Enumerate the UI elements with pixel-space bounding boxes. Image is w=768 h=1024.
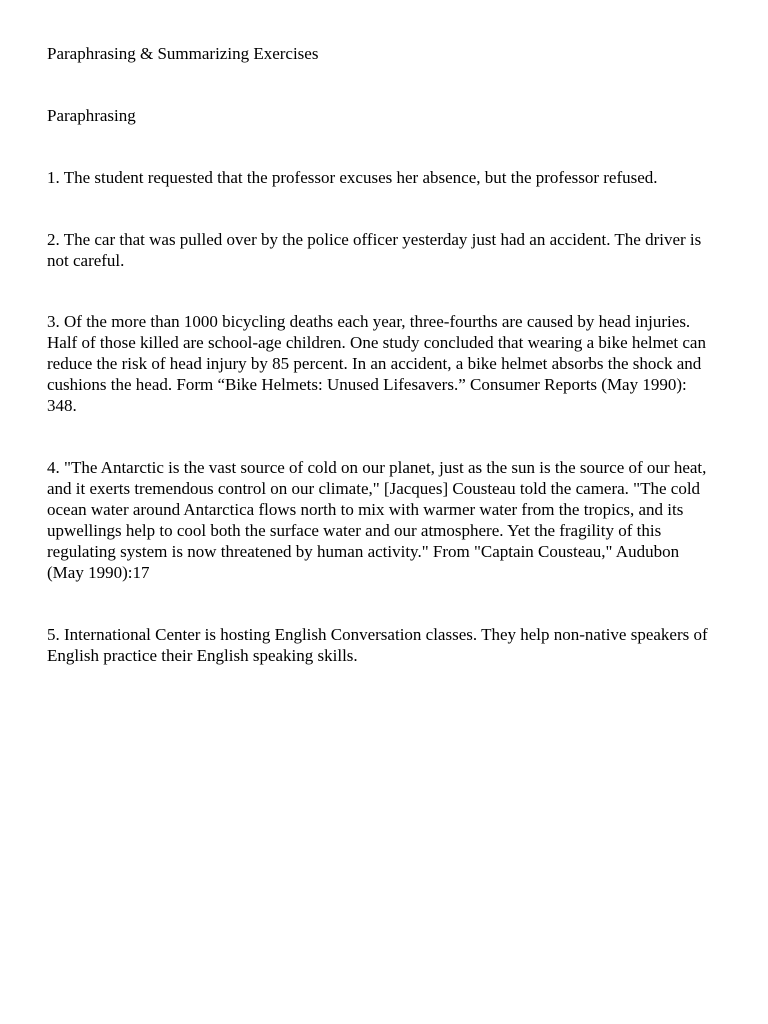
exercise-item-3: 3. Of the more than 1000 bicycling deaths each year, three-fourths are caused by head injuries. Half of those killed are school-age children. One study concluded that wearing a bike helmet can reduce the risk of head injury by 85 percent. In an accident, a bike helmet absorbs the shock and cushions the head. Form “Bike Helmets: Unused Lifesavers.” Consumer Reports (May 1990): 348. <box>47 312 706 415</box>
exercise-item-1: 1. The student requested that the professor excuses her absence, but the professor refused. <box>47 168 658 187</box>
exercise-item-4: 4. "The Antarctic is the vast source of cold on our planet, just as the sun is the source of our heat, and it exerts tremendous control on our climate," [Jacques] Cousteau told the camera. "The cold ocean water around Antarctica flows north to mix with warmer water from the tropics, and its upwellings help to cool both the surface water and our atmosphere. Yet the fragility of this regulating system is now threatened by human activity." From "Captain Cousteau," Audubon (May 1990):17 <box>47 458 707 582</box>
exercise-item-2: 2. The car that was pulled over by the police officer yesterday just had an accident. The driver is not careful. <box>47 230 702 270</box>
exercise-item-5: 5. International Center is hosting English Conversation classes. They help non-native speakers of English practice their English speaking skills. <box>47 625 708 665</box>
document-title: Paraphrasing & Summarizing Exercises <box>47 44 319 63</box>
section-heading: Paraphrasing <box>47 106 136 125</box>
